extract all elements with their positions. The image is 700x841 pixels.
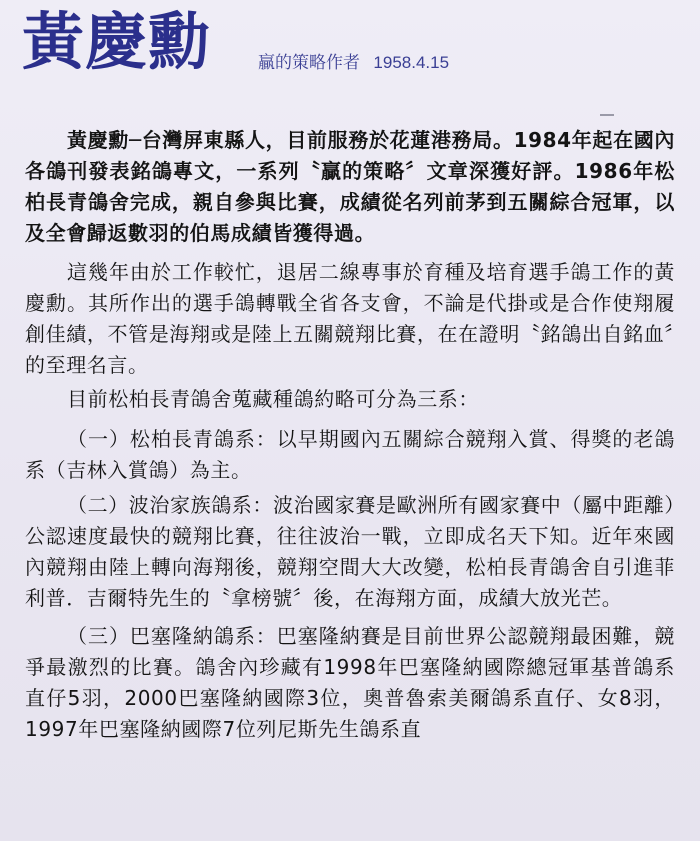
page-title: 黃慶勳 [22, 5, 212, 78]
paragraph-career: 這幾年由於工作較忙，退居二線專事於育種及培育選手鴿工作的黃慶勳。其所作出的選手鴿轉戰全省各支會，不論是代掛或是合作使翔履創佳績，不管是海翔或是陸上五關競翔比賽，在在證明〝銘鴿出自銘血〞的至理名言。 [25, 260, 675, 377]
paragraph-lineage-1: （一）松柏長青鴿系：以早期國內五關綜合競翔入賞、得獎的老鴿系（吉林入賞鴿）為主。 [25, 427, 675, 482]
article-body [25, 125, 675, 745]
paragraph-lineage-3: （三）巴塞隆納鴿系：巴塞隆納賽是目前世界公認競翔最困難，競爭最激烈的比賽。鴿舍內珍藏有1998年巴塞隆納國際總冠軍基普鴿系直仔5羽，2000巴塞隆納國際3位，奧普魯索美爾鴿系直仔、女8羽，1997年巴塞隆納國際7位列尼斯先生鴿系直 [25, 624, 675, 741]
decorative-mark [600, 114, 614, 116]
paragraph-lineage-2: （二）波治家族鴿系：波治國家賽是歐洲所有國家賽中（屬中距離）公認速度最快的競翔比賽，往往波治一戰，立即成名天下知。近年來國內競翔由陸上轉向海翔後，競翔空間大大改變，松柏長青鴿舍自引進菲利普．吉爾特先生的〝拿榜號〞後，在海翔方面，成績大放光芒。 [25, 493, 675, 610]
paragraph-intro: 黃慶勳─台灣屏東縣人，目前服務於花蓮港務局。1984年起在國內各鴿刊發表銘鴿專文，一系列〝贏的策略〞文章深獲好評。1986年松柏長青鴿舍完成，親自參與比賽，成績從名列前茅到五關綜合冠軍，以及全會歸返數羽的伯馬成績皆獲得過。 [25, 128, 675, 245]
subtitle-date: 1958.4.15 [373, 53, 450, 72]
paragraph-lineage-intro: 目前松柏長青鴿舍蒐藏種鴿約略可分為三系： [67, 387, 479, 411]
subtitle-text: 贏的策略作者 [258, 53, 360, 73]
subtitle [258, 48, 449, 73]
